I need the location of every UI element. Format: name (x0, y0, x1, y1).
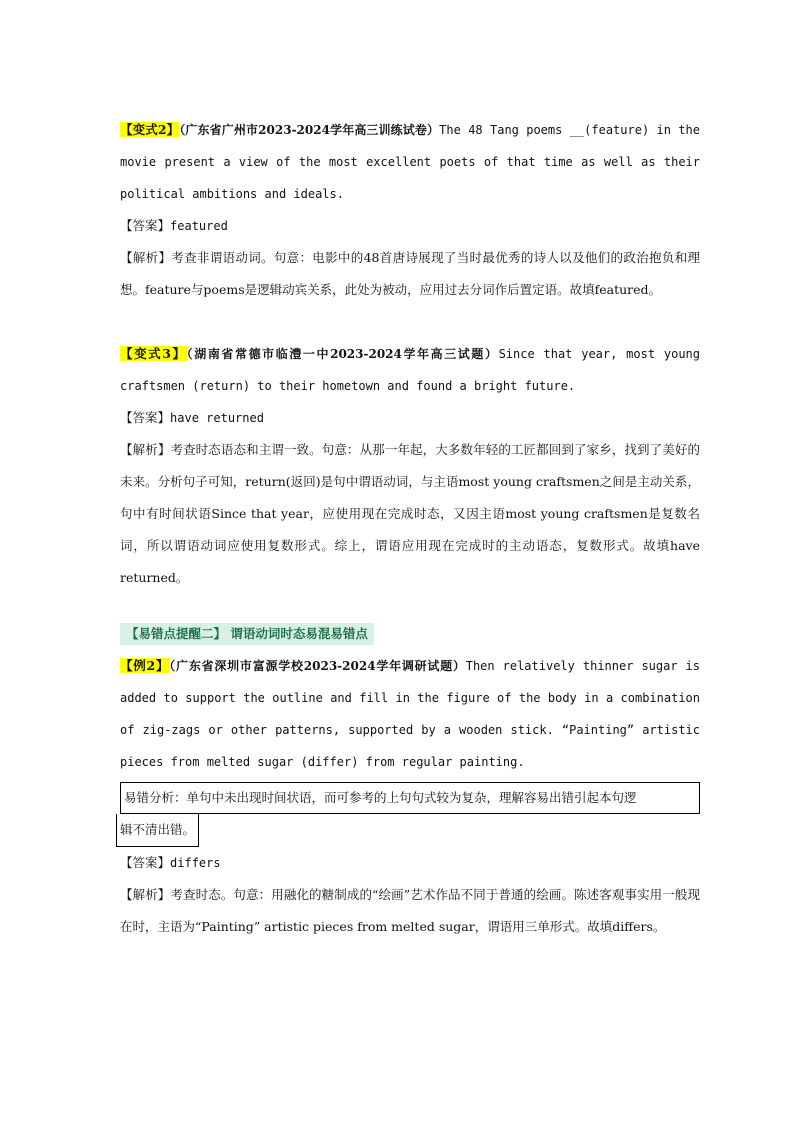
section-header-line (120, 618, 700, 650)
variant-tag: 【变式2】 (120, 122, 180, 137)
answer-line (120, 847, 700, 879)
analysis-paragraph (120, 434, 700, 594)
error-analysis-line-1: 易错分析：单句中未出现时间状语，而可参考的上句句式较为复杂，理解容易出错引起本句逻 (124, 790, 637, 805)
answer-label: 【答案】 (120, 218, 171, 233)
section-header: 【易错点提醒二】 谓语动词时态易混易错点 (120, 623, 374, 645)
error-analysis-continuation (120, 814, 700, 847)
example-tag: 【例2】 (120, 658, 170, 673)
analysis-paragraph (120, 879, 700, 943)
question-text: Since that year, most young craftsmen (return) to their hometown and found a bright future. (120, 347, 700, 393)
answer-text: differs (170, 856, 221, 870)
analysis-text: 考查时态语态和主谓一致。句意：从那一年起，大多数年轻的工匠都回到了家乡，找到了美好的未来。分析句子可知，return(返回)是句中谓语动词，与主语most young craftsmen之间是主动关系，句中有时间状语Since that year，应使用现在完成时态，又因主语most young craftsmen是复数名词，所以谓语动词应使用复数形式。综上，谓语应用现在完成时的主动语态，复数形式。故填have returned。 (120, 442, 700, 585)
analysis-label: 【解析】 (120, 442, 171, 457)
analysis-text: 考查非谓语动词。句意：电影中的48首唐诗展现了当时最优秀的诗人以及他们的政治抱负和理想。feature与poems是逻辑动宾关系，此处为被动，应用过去分词作后置定语。故填featured。 (120, 250, 700, 297)
analysis-paragraph (120, 242, 700, 306)
question-text: Then relatively thinner sugar is added to support the outline and fill in the figure of the body in a combination of zig-zags or other patterns, supported by a wooden stick. “Painting” artistic pieces from melted sugar (differ) from regular painting. (120, 659, 701, 769)
analysis-label: 【解析】 (120, 250, 172, 265)
question-source: （广东省广州市2023-2024学年高三训练试卷） (179, 123, 440, 137)
page-content (120, 114, 700, 943)
error-analysis-box (120, 782, 700, 814)
answer-line (120, 210, 700, 242)
error-analysis-line-2: 辑不清出错。 (116, 814, 199, 847)
variant-tag: 【变式3】 (120, 346, 187, 361)
answer-label: 【答案】 (120, 855, 171, 870)
analysis-label: 【解析】 (120, 887, 171, 902)
question-paragraph-example-2 (120, 650, 700, 778)
question-source: （广东省深圳市富源学校2023-2024学年调研试题） (169, 659, 466, 673)
question-paragraph-variant-2 (120, 114, 700, 210)
answer-line (120, 402, 700, 434)
spacer (120, 306, 700, 338)
answer-text: have returned (170, 411, 264, 425)
answer-text: featured (170, 219, 228, 233)
question-source: （湖南省常德市临澧一中2023-2024学年高三试题） (186, 347, 499, 361)
spacer (120, 594, 700, 618)
analysis-text: 考查时态。句意：用融化的糖制成的“绘画”艺术作品不同于普通的绘画。陈述客观事实用一般现在时，主语为“Painting” artistic pieces from melted sugar，谓语用三单形式。故填differs。 (120, 887, 700, 934)
question-text: The 48 Tang poems __(feature) in the movie present a view of the most excellent poets of that time as well as their political ambitions and ideals. (120, 123, 700, 201)
question-paragraph-variant-3 (120, 338, 700, 402)
answer-label: 【答案】 (120, 410, 171, 425)
